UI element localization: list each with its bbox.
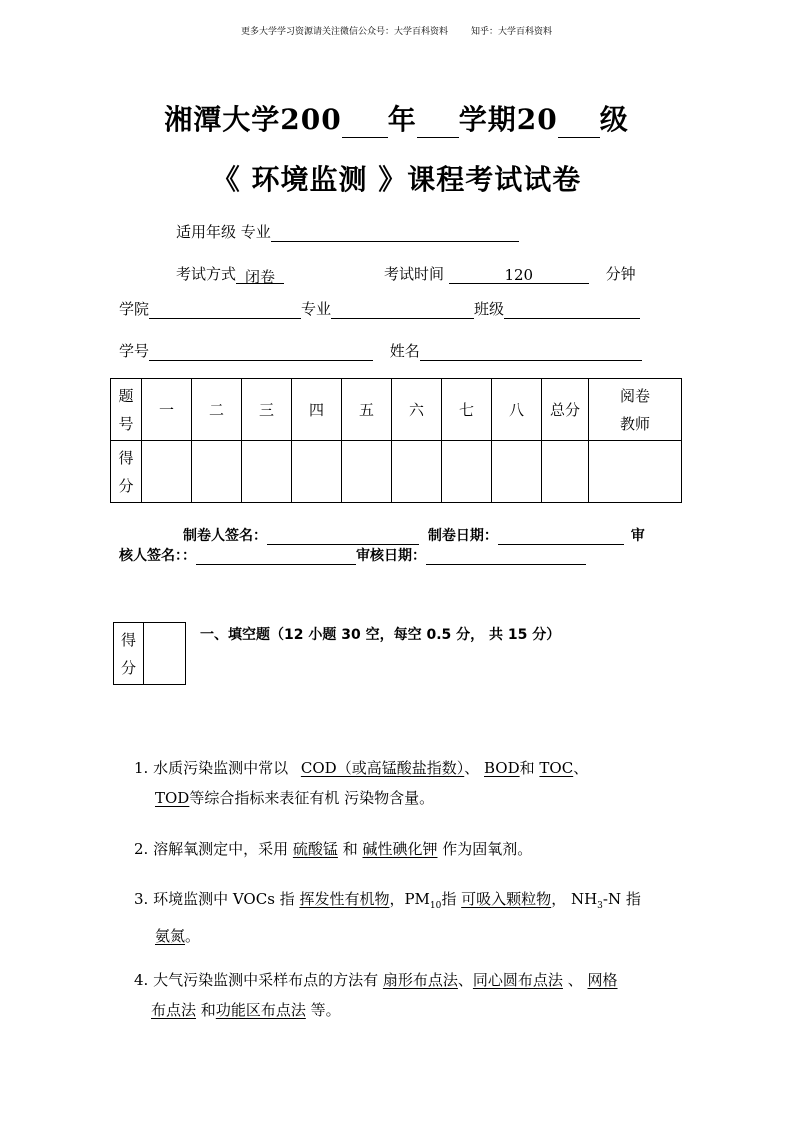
major2-input[interactable] bbox=[331, 301, 474, 319]
review-date-input[interactable] bbox=[426, 547, 586, 565]
q4-sep2: 、 bbox=[567, 971, 583, 989]
question-3 bbox=[134, 884, 679, 951]
course-name: 环境监测 bbox=[251, 163, 368, 196]
q2-number: 2. bbox=[134, 840, 149, 858]
score-cell[interactable] bbox=[292, 441, 342, 503]
college-line bbox=[119, 298, 640, 319]
section-score-input[interactable] bbox=[144, 623, 186, 685]
q2-text-end: 作为固氧剂。 bbox=[442, 840, 533, 858]
grade-major-line bbox=[176, 221, 519, 242]
score-head-cell bbox=[111, 441, 142, 503]
header-top: 题 bbox=[118, 386, 134, 405]
course-open: 《 bbox=[211, 163, 241, 196]
id-line bbox=[119, 340, 642, 361]
q3-text: 环境监测中 VOCs 指 bbox=[153, 890, 295, 908]
col-1: 一 bbox=[142, 379, 192, 441]
q4-number: 4. bbox=[134, 971, 149, 989]
course-title bbox=[0, 158, 793, 198]
section-title: 一、填空题（12 小题 30 空，每空 0.5 分， 共 15 分） bbox=[200, 627, 561, 643]
maker-label: 制卷人签名： bbox=[183, 528, 267, 544]
q3-pm-sub: 10 bbox=[429, 901, 442, 911]
college-input[interactable] bbox=[149, 301, 301, 319]
exam-label: 课程考试试卷 bbox=[407, 163, 582, 196]
q3-answer-1: 挥发性有机物 bbox=[299, 890, 390, 908]
q4-answer-1: 扇形布点法 bbox=[382, 971, 458, 989]
score-cell[interactable] bbox=[492, 441, 542, 503]
col-2: 二 bbox=[192, 379, 242, 441]
q4-sep1: 、 bbox=[457, 971, 473, 989]
signature-line-2 bbox=[119, 545, 586, 565]
review-date-label: 审核日期： bbox=[356, 548, 426, 564]
exam-title bbox=[0, 98, 793, 138]
col-total: 总分 bbox=[542, 379, 589, 441]
q2-text: 溶解氧测定中，采用 bbox=[153, 840, 289, 858]
college-label: 学院 bbox=[119, 300, 150, 318]
grade-blank bbox=[558, 113, 600, 138]
make-date-input[interactable] bbox=[498, 527, 624, 545]
section-score-label bbox=[114, 623, 144, 685]
q3-end: 。 bbox=[185, 927, 201, 945]
q3-n-refers: -N 指 bbox=[602, 890, 641, 908]
grade-suffix: 级 bbox=[599, 103, 629, 136]
year-suffix: 年 bbox=[387, 103, 417, 136]
q3-nh: ， NH bbox=[551, 890, 598, 908]
q3-number: 3. bbox=[134, 890, 149, 908]
score-cell[interactable] bbox=[142, 441, 192, 503]
name-input[interactable] bbox=[420, 343, 642, 361]
reviewer-label-1: 审 bbox=[630, 528, 645, 544]
header-cell bbox=[111, 379, 142, 441]
section-score-box bbox=[113, 622, 186, 685]
maker-input[interactable] bbox=[267, 527, 419, 545]
score-table bbox=[110, 378, 682, 503]
class-input[interactable] bbox=[504, 301, 640, 319]
col-7: 七 bbox=[442, 379, 492, 441]
q2-and: 和 bbox=[342, 840, 358, 858]
score-cell[interactable] bbox=[442, 441, 492, 503]
year-prefix: 200 bbox=[280, 103, 342, 136]
term-suffix: 学期 bbox=[458, 103, 517, 136]
signature-line-1 bbox=[183, 525, 645, 545]
q3-refers: 指 bbox=[441, 890, 457, 908]
time-value: 120 bbox=[449, 266, 589, 284]
major2-label: 专业 bbox=[301, 300, 332, 318]
course-close: 》 bbox=[378, 163, 408, 196]
reviewer-top: 阅卷 bbox=[619, 386, 650, 405]
header-note-right: 知乎：大学百科资料 bbox=[470, 27, 552, 37]
q4-text: 大气污染监测中采样布点的方法有 bbox=[153, 971, 379, 989]
q3-answer-2: 可吸入颗粒物 bbox=[461, 890, 552, 908]
section-score-top: 得 bbox=[120, 630, 136, 649]
reviewer-bottom: 教师 bbox=[619, 414, 650, 433]
reviewer-label-2: 核人签名：： bbox=[119, 548, 196, 564]
major-input[interactable] bbox=[271, 224, 519, 242]
id-input[interactable] bbox=[149, 343, 373, 361]
q4-answer-3b: 布点法 bbox=[151, 1001, 197, 1019]
year-blank bbox=[342, 113, 388, 138]
method-line bbox=[176, 263, 284, 284]
header-note bbox=[0, 24, 793, 37]
q3-nh-sub: 3 bbox=[597, 901, 603, 911]
q4-answer-3a: 网格 bbox=[587, 971, 618, 989]
header-note-left: 更多大学学习资源请关注微信公众号：大学百科资料 bbox=[241, 27, 449, 37]
q2-answer-1: 硫酸锰 bbox=[292, 840, 338, 858]
q1-sep2: 、 bbox=[573, 759, 589, 777]
col-5: 五 bbox=[342, 379, 392, 441]
term-blank bbox=[417, 113, 459, 138]
score-row bbox=[111, 441, 682, 503]
q1-text: 水质污染监测中常以 bbox=[153, 759, 289, 777]
question-1 bbox=[134, 753, 679, 813]
q3-pm: ，PM bbox=[389, 890, 430, 908]
question-4 bbox=[134, 965, 679, 1025]
section-score-bottom: 分 bbox=[120, 658, 136, 677]
q1-answer-3: TOC bbox=[539, 759, 574, 777]
q1-answer-2: BOD bbox=[484, 759, 520, 777]
reviewer-input[interactable] bbox=[196, 547, 356, 565]
reviewer-cell bbox=[589, 379, 682, 441]
time-unit: 分钟 bbox=[605, 265, 636, 283]
q4-answer-4: 功能区布点法 bbox=[215, 1001, 306, 1019]
question-2 bbox=[134, 834, 532, 864]
score-cell[interactable] bbox=[392, 441, 442, 503]
make-date-label: 制卷日期： bbox=[427, 528, 498, 544]
school-name: 湘潭大学 bbox=[164, 103, 281, 136]
method-label: 考试方式 bbox=[176, 265, 237, 283]
col-8: 八 bbox=[492, 379, 542, 441]
q4-answer-2: 同心圆布点法 bbox=[472, 971, 563, 989]
q1-and: 和 bbox=[519, 759, 535, 777]
id-label: 学号 bbox=[119, 342, 150, 360]
q4-and: 和 bbox=[200, 1001, 216, 1019]
reviewer-sign-cell[interactable] bbox=[589, 441, 682, 503]
col-4: 四 bbox=[292, 379, 342, 441]
score-cell[interactable] bbox=[542, 441, 589, 503]
major-label: 专业 bbox=[240, 223, 271, 241]
header-bottom: 号 bbox=[118, 414, 134, 433]
score-cell[interactable] bbox=[342, 441, 392, 503]
method-value: 闭卷 bbox=[236, 266, 284, 284]
q1-answer-1: COD（或高锰酸盐指数） bbox=[300, 759, 465, 777]
q1-number: 1. bbox=[134, 759, 149, 777]
q4-end: 等。 bbox=[310, 1001, 341, 1019]
class-label: 班级 bbox=[474, 300, 505, 318]
time-line bbox=[384, 263, 636, 284]
q1-sep: 、 bbox=[464, 759, 480, 777]
col-3: 三 bbox=[242, 379, 292, 441]
q1-answer-4: TOD bbox=[155, 789, 190, 807]
col-6: 六 bbox=[392, 379, 442, 441]
grade-label: 适用年级 bbox=[176, 223, 237, 241]
score-cell[interactable] bbox=[242, 441, 292, 503]
q2-answer-2: 碱性碘化钾 bbox=[362, 840, 438, 858]
score-head-top: 得 bbox=[118, 448, 134, 467]
q1-text-end: 等综合指标来表征有机 污染物含量。 bbox=[189, 789, 435, 807]
name-label: 姓名 bbox=[389, 342, 420, 360]
time-label: 考试时间 bbox=[384, 265, 445, 283]
grade-prefix: 20 bbox=[516, 103, 558, 136]
score-cell[interactable] bbox=[192, 441, 242, 503]
score-table-header-row bbox=[111, 379, 682, 441]
score-head-bottom: 分 bbox=[118, 476, 134, 495]
q3-answer-3: 氨氮 bbox=[155, 927, 186, 945]
